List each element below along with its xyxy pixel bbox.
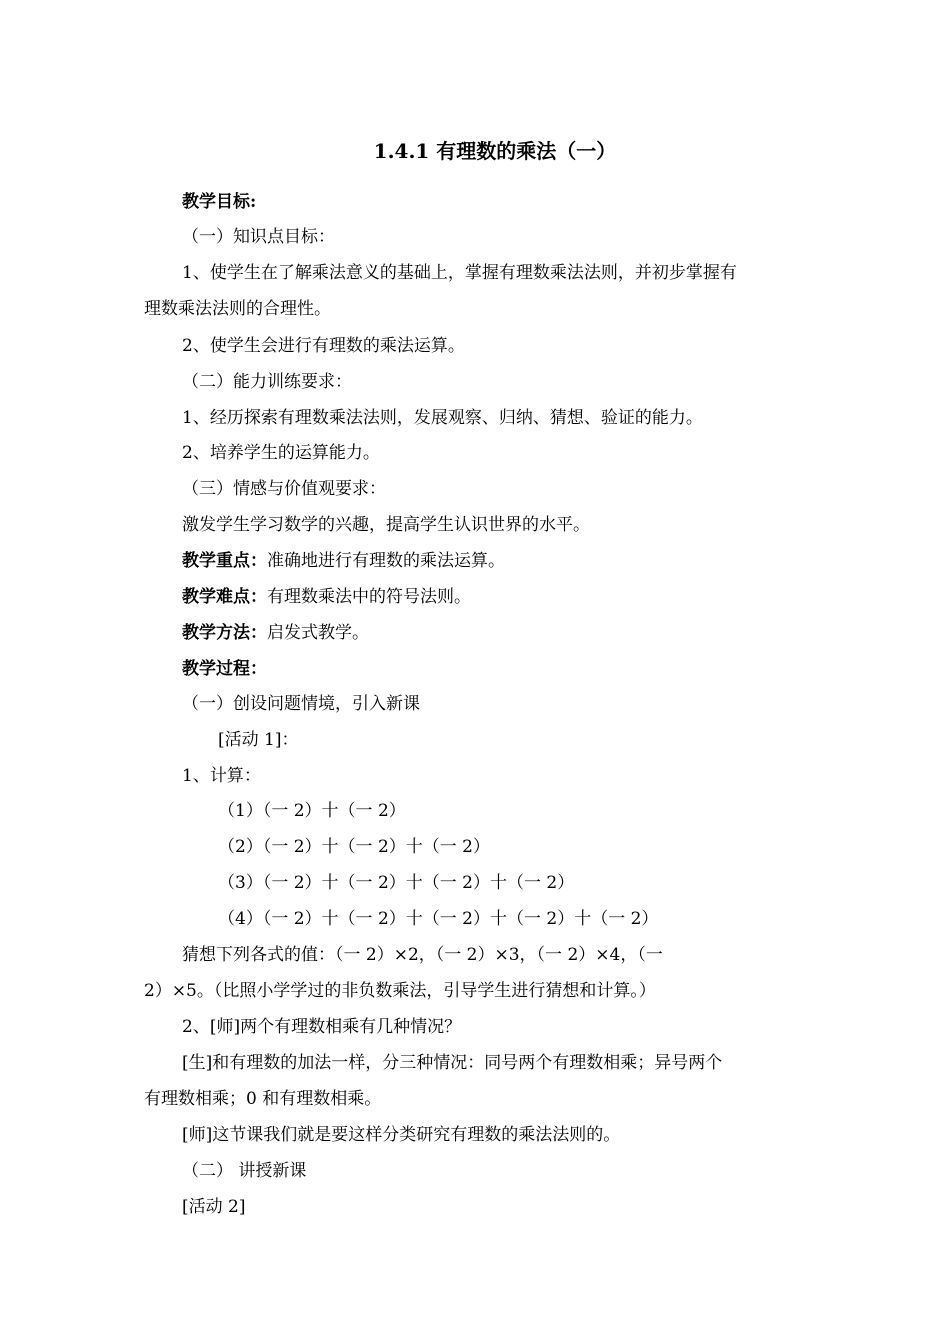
guess-line-1: 猜想下列各式的值：（一 2）×2，（一 2）×3，（一 2）×4，（一 <box>182 945 663 965</box>
calc-item-4: （4）（一 2）十（一 2）十（一 2）十（一 2）十（一 2） <box>218 909 659 929</box>
knowledge-item-2: 2、使学生会进行有理数的乘法运算。 <box>182 336 465 356</box>
key-point-label: 教学重点： <box>182 551 267 571</box>
student-answer-line-1: [生]和有理数的加法一样，分三种情况：同号两个有理数相乘；异号两个 <box>182 1053 723 1073</box>
emotion-heading: （三）情感与价值观要求： <box>182 479 386 499</box>
emotion-text: 激发学生学习数学的兴趣，提高学生认识世界的水平。 <box>182 515 590 535</box>
ability-item-2: 2、培养学生的运算能力。 <box>182 443 380 463</box>
key-point <box>182 548 505 574</box>
page-title: 1.4.1 有理数的乘法（一） <box>373 139 617 163</box>
section-2-heading: （二） 讲授新课 <box>182 1161 307 1181</box>
section-1-heading: （一）创设问题情境，引入新课 <box>182 694 420 714</box>
knowledge-item-1-line-2: 理数乘法法则的合理性。 <box>144 299 331 319</box>
ability-heading: （二）能力训练要求： <box>182 372 352 392</box>
calc-item-3: （3）（一 2）十（一 2）十（一 2）十（一 2） <box>218 873 575 893</box>
difficulty-text: 有理数乘法中的符号法则。 <box>267 587 471 607</box>
objectives-heading: 教学目标: <box>182 192 257 212</box>
ability-item-1: 1、经历探索有理数乘法法则，发展观察、归纳、猜想、验证的能力。 <box>182 408 703 428</box>
calc-item-1: （1）（一 2）十（一 2） <box>218 801 406 821</box>
guess-line-2: 2）×5。（比照小学学过的非负数乘法，引导学生进行猜想和计算。） <box>144 981 656 1001</box>
activity-1-label: [活动 1]： <box>218 730 299 750</box>
method <box>182 620 369 646</box>
method-text: 启发式教学。 <box>267 623 369 643</box>
calc-heading: 1、计算： <box>182 766 261 786</box>
method-label: 教学方法： <box>182 623 267 643</box>
question-2: 2、[师]两个有理数相乘有几种情况？ <box>182 1017 462 1037</box>
knowledge-item-1-line-1: 1、使学生在了解乘法意义的基础上，掌握有理数乘法法则，并初步掌握有 <box>182 263 737 283</box>
teacher-remark: [师]这节课我们就是要这样分类研究有理数的乘法法则的。 <box>182 1125 621 1145</box>
knowledge-heading: （一）知识点目标： <box>182 227 335 247</box>
activity-2-label: [活动 2] <box>182 1197 246 1217</box>
calc-item-2: （2）（一 2）十（一 2）十（一 2） <box>218 837 490 857</box>
key-point-text: 准确地进行有理数的乘法运算。 <box>267 551 505 571</box>
difficulty <box>182 584 471 610</box>
student-answer-line-2: 有理数相乘；0 和有理数相乘。 <box>144 1089 382 1109</box>
difficulty-label: 教学难点： <box>182 587 267 607</box>
process-heading: 教学过程： <box>182 659 267 679</box>
